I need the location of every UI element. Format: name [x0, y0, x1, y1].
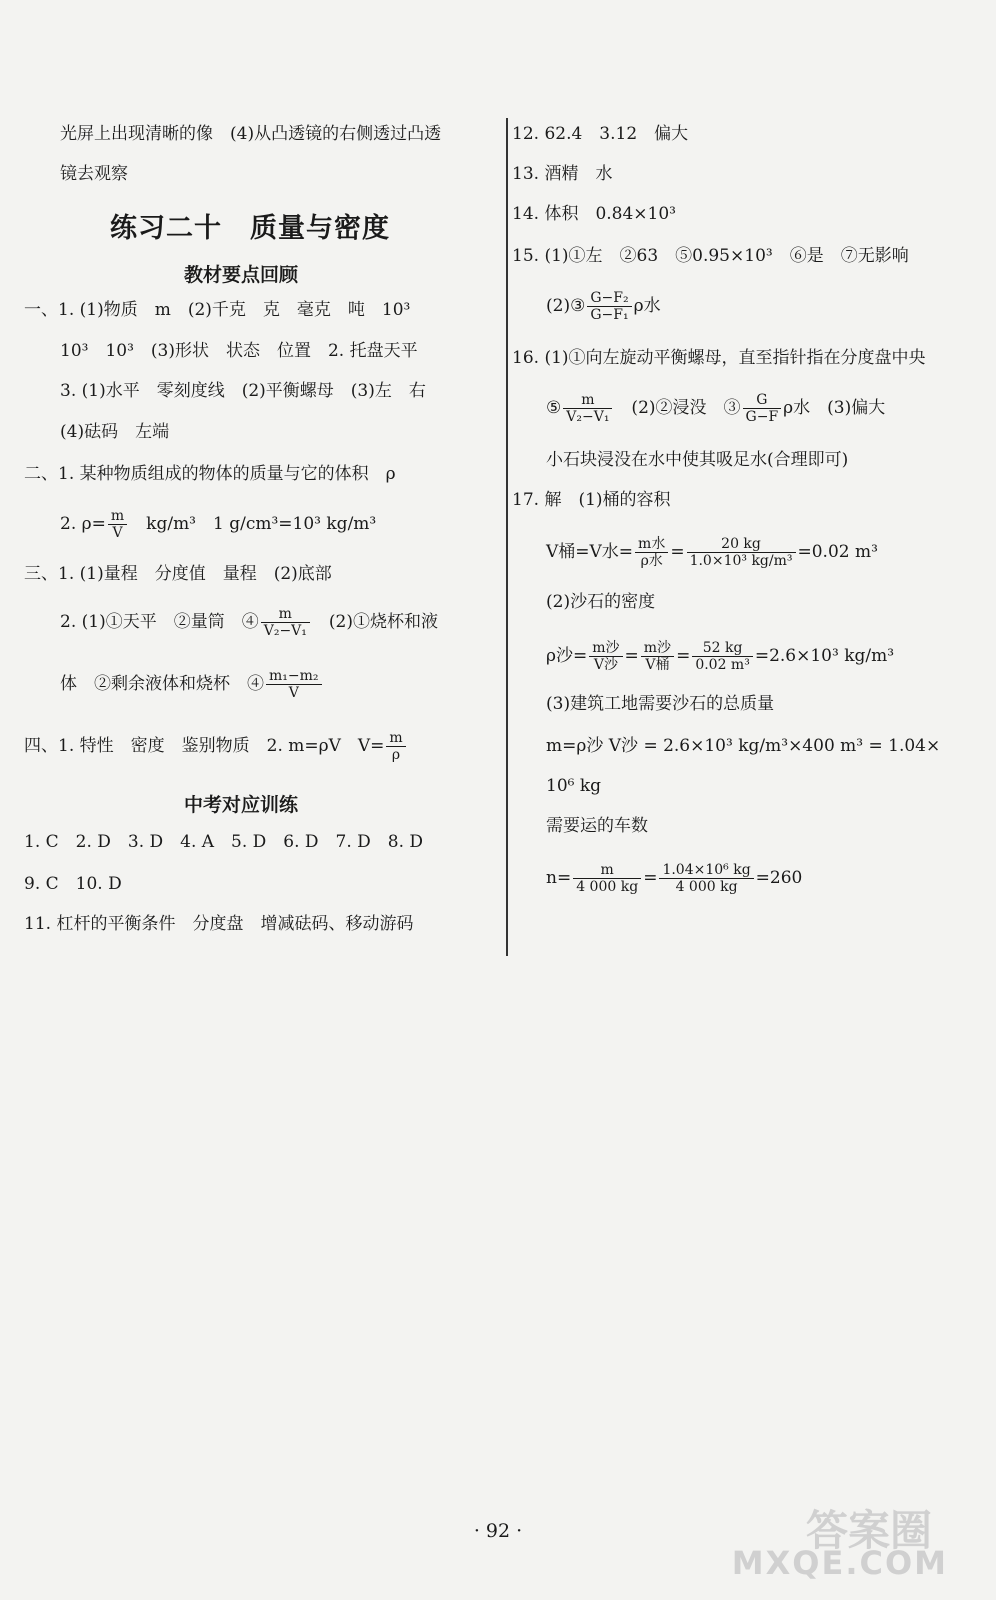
answer-line: 9. C 10. D [24, 874, 122, 894]
fraction: $\frac{52 kg}{\text{0.02 m³}}$ [692, 640, 753, 673]
answer-line: 17. 解 (1)桶的容积 [512, 490, 671, 510]
fraction: $\frac{\text{1.04×10⁶ kg}}{4 000 kg}$ [659, 862, 753, 895]
formula-suffix: ρ水 [633, 296, 661, 317]
fraction: $\frac{\text{m水}}{\text{ρ水}}$ [635, 536, 668, 569]
answer-line: (4)砝码 左端 [60, 422, 170, 442]
formula-prefix: V桶=V水= [546, 542, 634, 563]
answer-line: 10³ 10³ (3)形状 状态 位置 2. 托盘天平 [60, 341, 418, 361]
formula-suffix: (2)①烧杯和液 [311, 612, 438, 633]
subsection-title: 教材要点回顾 [184, 264, 299, 286]
answer-line: 13. 酒精 水 [512, 164, 613, 184]
answer-line: (3)建筑工地需要沙石的总质量 [546, 694, 775, 714]
fraction: $\frac{m}{\rho}$ [386, 730, 405, 763]
formula-suffix: ρ水 (3)偏大 [783, 398, 886, 419]
formula-suffix: =260 [755, 868, 803, 889]
answer-line: 1. C 2. D 3. D 4. A 5. D 6. D 7. D 8. D [24, 832, 424, 852]
section-title: 练习二十 质量与密度 [110, 213, 390, 244]
formula-prefix: (2)③ [546, 296, 586, 317]
formula-line: ρ沙= $\frac{\text{m沙}}{\text{V沙}}$ = $\frac{\text{m沙}}{\text{V桶}}$ = $\frac{52 kg}{\text{0.02 m³}}$ =2.6×10³ kg/m³ [546, 640, 895, 674]
answer-line: 二、1. 某种物质组成的物体的质量与它的体积 ρ [24, 464, 396, 484]
fraction: $\frac{m}{\text{V₂−V₁}}$ [261, 606, 310, 639]
answer-line: 10⁶ kg [546, 776, 602, 796]
answer-line [546, 392, 885, 425]
page-number: · 92 · [473, 1520, 523, 1542]
formula-prefix: ρ沙= [546, 646, 588, 667]
answer-line: 一、1. (1)物质 m (2)千克 克 毫克 吨 10³ [24, 300, 411, 320]
answer-line: 三、1. (1)量程 分度值 量程 (2)底部 [24, 564, 332, 584]
formula-prefix: 2. ρ= [60, 514, 106, 535]
answer-line: 小石块浸没在水中使其吸足水(合理即可) [546, 450, 849, 470]
answer-line: 11. 杠杆的平衡条件 分度盘 增减砝码、移动游码 [24, 914, 414, 934]
fraction: $\frac{G}{G-F}$ [743, 392, 782, 425]
answer-line: (2)沙石的密度 [546, 592, 656, 612]
watermark-logo [731, 1498, 972, 1588]
answer-line: 15. (1)①左 ②63 ⑤0.95×10³ ⑥是 ⑦无影响 [512, 246, 909, 266]
formula-mid: (2)②浸没 ③ [614, 398, 741, 419]
formula-prefix: ⑤ [546, 398, 562, 419]
fraction: $\frac{\text{m沙}}{\text{V桶}}$ [641, 640, 674, 673]
text-line: 镜去观察 [60, 164, 128, 184]
watermark-url: MXQE.COM [731, 1544, 948, 1582]
fraction: $\frac{\text{G−F₂}}{\text{G−F₁}}$ [587, 290, 631, 323]
fraction: $\frac{\text{m沙}}{\text{V沙}}$ [589, 640, 622, 673]
answer-line: 12. 62.4 3.12 偏大 [512, 124, 689, 144]
fraction: $\frac{\text{m₁−m₂}}{V}$ [266, 668, 322, 701]
formula-prefix: 四、1. 特性 密度 鉴别物质 2. m=ρV V= [24, 736, 385, 757]
formula-prefix: 体 ②剩余液体和烧杯 ④ [60, 674, 264, 695]
answer-line [60, 668, 324, 701]
formula-suffix: =0.02 m³ [797, 542, 878, 563]
fraction: $\frac{20 kg}{\text{1.0×10³ kg/m³}}$ [687, 536, 796, 569]
answer-line [60, 508, 376, 541]
formula-suffix: =2.6×10³ kg/m³ [754, 646, 895, 667]
column-divider [506, 118, 508, 956]
answer-line: 需要运的车数 [546, 816, 648, 836]
formula-prefix: 2. (1)①天平 ②量筒 ④ [60, 612, 259, 633]
fraction: $\frac{m}{V}$ [108, 508, 127, 541]
answer-line: m=ρ沙 V沙 = 2.6×10³ kg/m³×400 m³ = 1.04× [546, 736, 941, 756]
formula-line: V桶=V水= $\frac{\text{m水}}{\text{ρ水}}$ = $\frac{20 kg}{\text{1.0×10³ kg/m³}}$ =0.02 m³ [546, 536, 878, 570]
formula-prefix: n= [546, 868, 572, 889]
subsection-title: 中考对应训练 [184, 794, 299, 816]
watermark-text: 答案圈 [805, 1506, 932, 1555]
text-line: 光屏上出现清晰的像 (4)从凸透镜的右侧透过凸透 [60, 124, 442, 144]
formula-suffix: kg/m³ 1 g/cm³=10³ kg/m³ [129, 514, 377, 535]
fraction: $\frac{m}{4 000 kg}$ [573, 862, 641, 895]
answer-line [546, 290, 661, 323]
answer-line: 16. (1)①向左旋动平衡螺母，直至指针指在分度盘中央 [512, 348, 926, 368]
fraction: $\frac{m}{\text{V₂−V₁}}$ [563, 392, 612, 425]
answer-line [60, 606, 438, 639]
answer-line: 3. (1)水平 零刻度线 (2)平衡螺母 (3)左 右 [60, 381, 426, 401]
answer-line: 14. 体积 0.84×10³ [512, 204, 676, 224]
answer-line [24, 730, 408, 763]
formula-line: n= $\frac{m}{4 000 kg}$ = $\frac{\text{1.04×10⁶ kg}}{4 000 kg}$ =260 [546, 862, 803, 896]
